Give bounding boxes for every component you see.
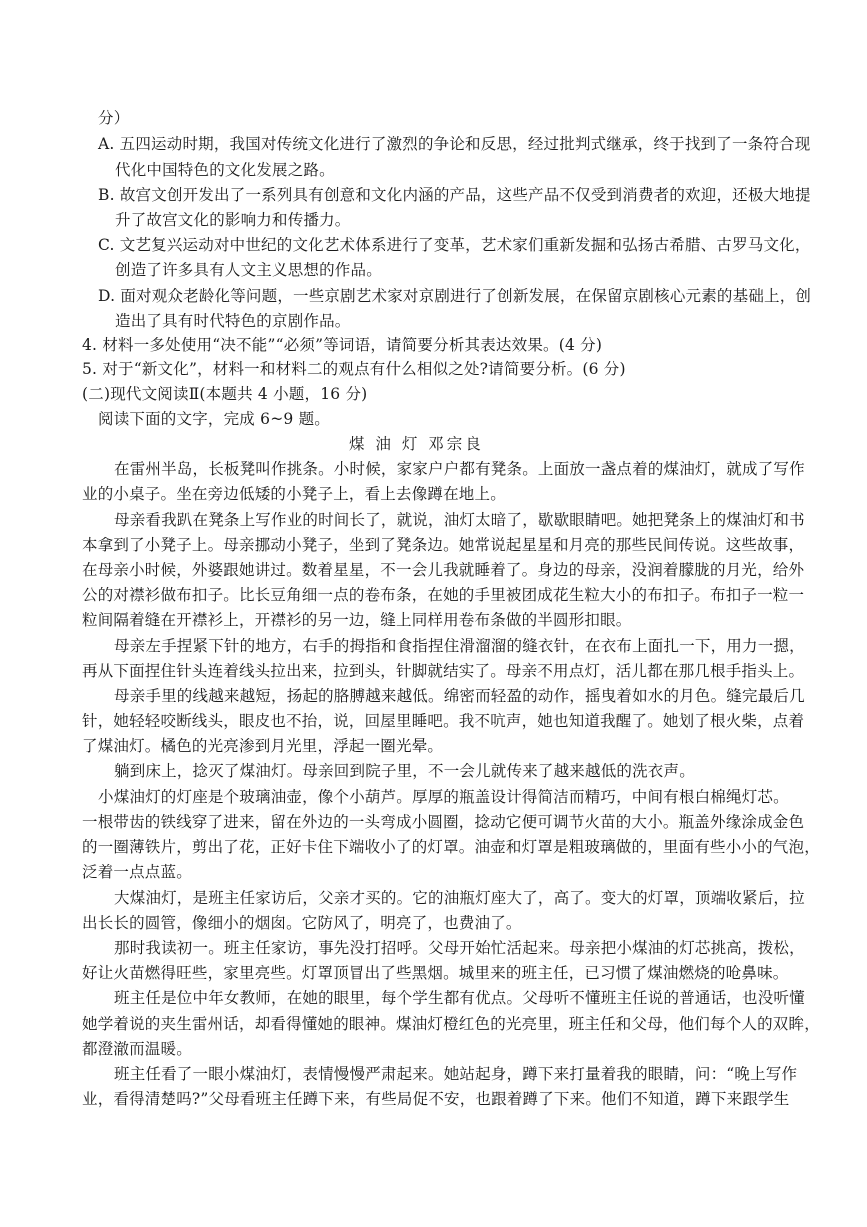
story-line: 在雷州半岛，长板凳叫作挑条。小时候，家家户户都有凳条。上面放一盏点着的煤油灯，就成了写作 bbox=[114, 460, 805, 478]
story-line: 母亲手里的线越来越短，扬起的胳膊越来越低。绵密而轻盈的动作，摇曳着如水的月色。缝完最后几 bbox=[114, 687, 805, 705]
story-line: 业，看得清楚吗?”父母看班主任蹲下来，有些局促不安，也跟着蹲了下来。他们不知道，蹲下来跟学生 bbox=[82, 1090, 790, 1108]
story-line: 她学着说的夹生雷州话，却看得懂她的眼神。煤油灯橙红色的光亮里，班主任和父母，他们每个人的双眸， bbox=[82, 1015, 820, 1033]
story-line: 母亲左手捏紧下针的地方，右手的拇指和食指捏住滑溜溜的缝衣针，在衣布上面扎一下，用力一摁， bbox=[114, 637, 805, 655]
story-line: 班主任是位中年女教师，在她的眼里，每个学生都有优点。父母听不懂班主任说的普通话，也没听懂 bbox=[114, 989, 805, 1007]
option-b-line-1: B. 故宫文创开发出了一系列具有创意和文化内涵的产品，这些产品不仅受到消费者的欢迎，还极大地提 bbox=[98, 186, 811, 204]
story-line: 本拿到了小凳子上。母亲挪动小凳子，坐到了凳条边。她常说起星星和月亮的那些民间传说。这些故事， bbox=[82, 536, 805, 554]
story-line: 出长长的圆管，像细小的烟囱。它防风了，明亮了，也费油了。 bbox=[82, 914, 522, 932]
story-line: 班主任看了一眼小煤油灯，表情慢慢严肃起来。她站起身，蹲下来打量着我的眼睛，问：“晚上写作 bbox=[114, 1065, 798, 1083]
option-a-line-2: 代化中国特色的文化发展之路。 bbox=[115, 161, 335, 179]
reading-instruction: 阅读下面的文字，完成 6~9 题。 bbox=[98, 410, 330, 428]
story-line: 公的对襟衫做布扣子。比长豆角细一点的卷布条，在她的手里被团成花生粒大小的布扣子。布扣子一粒一 bbox=[82, 586, 805, 604]
story-line: 好让火苗燃得旺些，家里亮些。灯罩顶冒出了些黑烟。城里来的班主任，已习惯了煤油燃烧的呛鼻味。 bbox=[82, 964, 789, 982]
story-line: 大煤油灯，是班主任家访后，父亲才买的。它的油瓶灯座大了，高了。变大的灯罩，顶端收紧后，拉 bbox=[114, 889, 805, 907]
option-b-line-2: 升了故宫文化的影响力和传播力。 bbox=[115, 211, 351, 229]
option-d-line-2: 造出了具有时代特色的京剧作品。 bbox=[115, 312, 351, 330]
story-title: 煤 油 灯 邓宗良 bbox=[349, 435, 484, 453]
question-fragment: 分） bbox=[98, 109, 130, 127]
story-line: 粒间隔着缝在开襟衫上，开襟衫的另一边，缝上同样用卷布条做的半圆形扣眼。 bbox=[82, 611, 632, 629]
story-line: 的一圈薄铁片，剪出了花，正好卡住下端收小了的灯罩。油壶和灯罩是粗玻璃做的，里面有些小小的气泡， bbox=[82, 838, 820, 856]
question-5: 5. 对于“新文化”，材料一和材料二的观点有什么相似之处?请简要分析。(6 分) bbox=[82, 360, 626, 378]
story-line: 针，她轻轻咬断线头，眼皮也不抬，说，回屋里睡吧。我不吭声，她也知道我醒了。她划了根火柴，点着 bbox=[82, 712, 805, 730]
option-c-line-1: C. 文艺复兴运动对中世纪的文化艺术体系进行了变革，艺术家们重新发掘和弘扬古希腊、古罗马文化， bbox=[98, 236, 811, 254]
story-line: 都澄澈而温暖。 bbox=[82, 1040, 192, 1058]
story-line: 小煤油灯的灯座是个玻璃油壶，像个小葫芦。厚厚的瓶盖设计得简洁而精巧，中间有根白棉绳灯芯。 bbox=[98, 788, 789, 806]
story-line: 业的小桌子。坐在旁边低矮的小凳子上，看上去像蹲在地上。 bbox=[82, 485, 506, 503]
story-line: 母亲看我趴在凳条上写作业的时间长了，就说，油灯太暗了，歇歇眼睛吧。她把凳条上的煤油灯和书 bbox=[114, 511, 805, 529]
story-line: 泛着一点点蓝。 bbox=[82, 863, 192, 881]
story-line: 那时我读初一。班主任家访，事先没打招呼。父母开始忙活起来。母亲把小煤油的灯芯挑高，拨松， bbox=[114, 939, 805, 957]
option-a-line-1: A. 五四运动时期，我国对传统文化进行了激烈的争论和反思，经过批判式继承，终于找到了一条符合现 bbox=[98, 135, 811, 153]
story-line: 再从下面捏住针头连着线头拉出来，拉到头，针脚就结实了。母亲不用点灯，活儿都在那几根手指头上。 bbox=[82, 662, 805, 680]
section-heading: (二)现代文阅读Ⅱ(本题共 4 小题，16 分) bbox=[82, 385, 368, 403]
story-line: 了煤油灯。橘色的光亮渗到月光里，浮起一圈光晕。 bbox=[82, 737, 444, 755]
story-line: 在母亲小时候，外婆跟她讲过。数着星星，不一会儿我就睡着了。身边的母亲，没润着朦胧的月光，给外 bbox=[82, 561, 805, 579]
question-4: 4. 材料一多处使用“决不能”“必须”等词语，请简要分析其表达效果。(4 分) bbox=[82, 336, 603, 354]
story-line: 一根带齿的铁线穿了进来，留在外边的一头弯成小圆圈，捻动它便可调节火苗的大小。瓶盖外缘涂成金色 bbox=[82, 813, 805, 831]
option-c-line-2: 创造了许多具有人文主义思想的作品。 bbox=[115, 261, 382, 279]
story-line: 躺到床上，捻灭了煤油灯。母亲回到院子里，不一会儿就传来了越来越低的洗衣声。 bbox=[114, 762, 695, 780]
option-d-line-1: D. 面对观众老龄化等问题，一些京剧艺术家对京剧进行了创新发展，在保留京剧核心元素的基础上，创 bbox=[98, 287, 812, 305]
